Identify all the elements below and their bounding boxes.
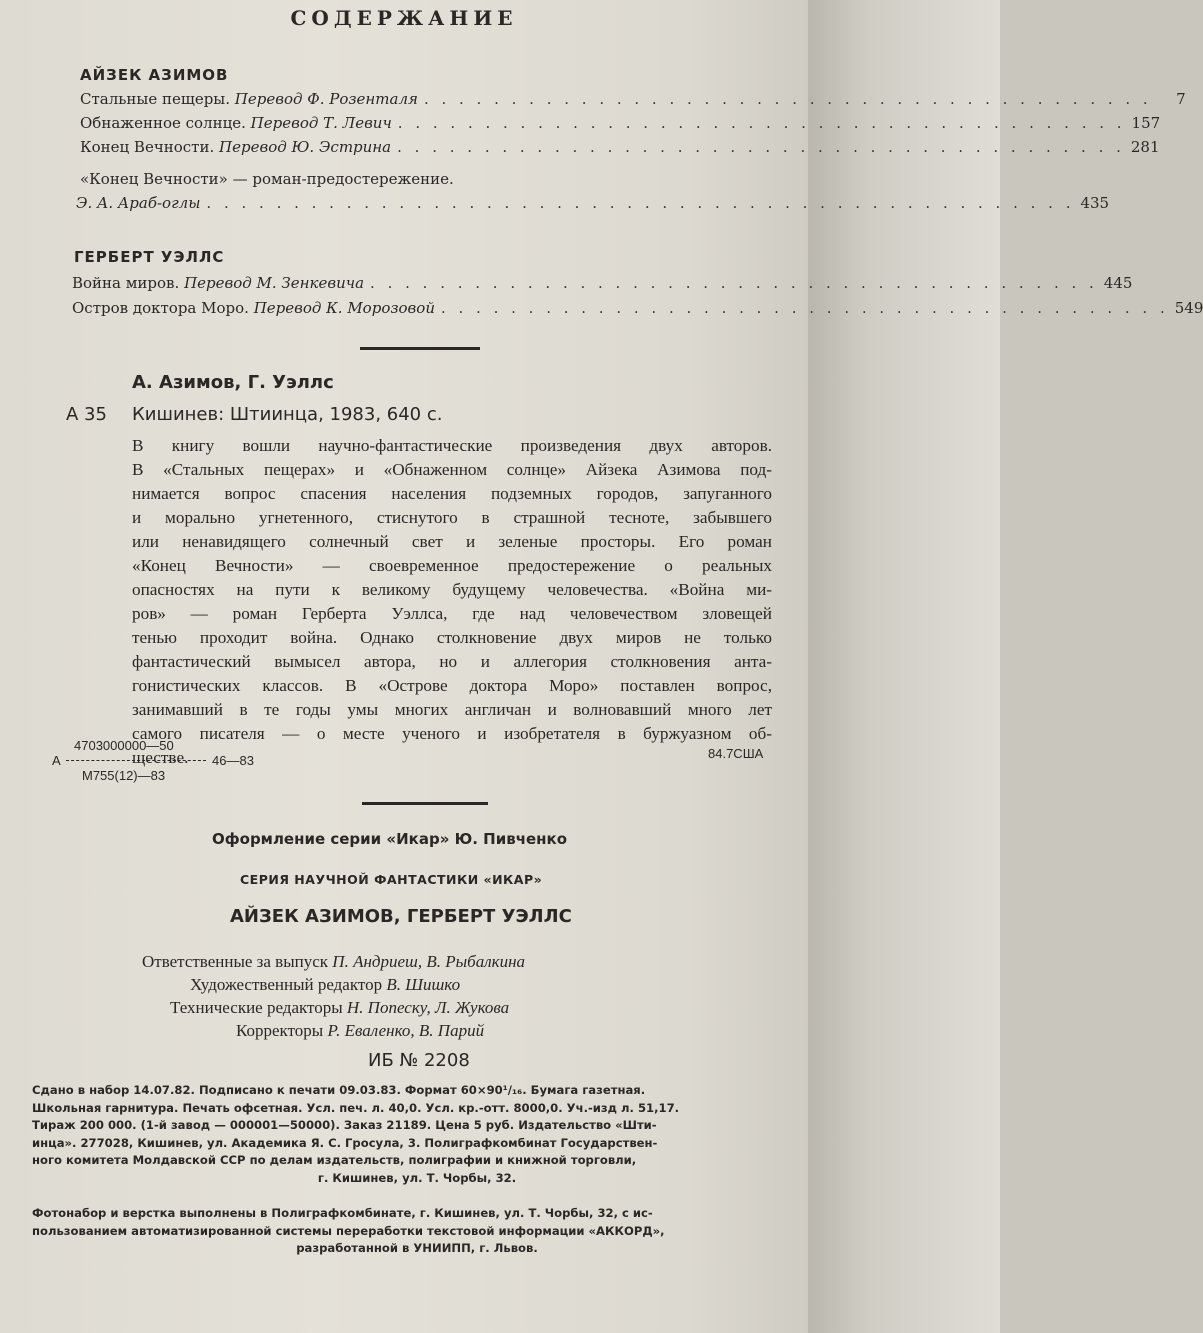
abstract-line: самого писателя — о месте ученого и изобретателя в буржуазном об- [132, 724, 772, 743]
abstract-line: или ненавидящего солнечный свет и зеленые просторы. Его роман [132, 532, 772, 551]
bib-code-bottom: М755(12)—83 [82, 768, 166, 783]
credit-line [170, 998, 509, 1018]
toc-page-number: 7 [1176, 90, 1186, 108]
abstract-line: В книгу вошли научно-фантастические произведения двух авторов. [132, 436, 772, 455]
typesetting-line: Фотонабор и верстка выполнены в Полиграфкомбинате, г. Кишинев, ул. Т. Чорбы, 32, с ис- [32, 1206, 653, 1220]
imprint-line: инца». 277028, Кишинев, ул. Академика Я. С. Гросула, 3. Полиграфкомбинат Государствен- [32, 1135, 658, 1150]
credit-names: В. Шишко [386, 975, 461, 994]
bib-authors: А. Азимов, Г. Уэллс [132, 372, 334, 393]
bib-bbk: 84.7США [708, 746, 764, 761]
toc-page-number: 435 [1080, 194, 1110, 212]
toc-page-number: 445 [1103, 274, 1133, 292]
section-divider [362, 802, 488, 805]
abstract-line: занимавший в те годы умы многих англичан и волновавший много лет [132, 700, 772, 719]
credit-role: Ответственные за выпуск [142, 952, 329, 971]
toc-entry-title: Война миров. [72, 274, 180, 292]
abstract-line: ров» — роман Герберта Уэллса, где над человечеством зловещей [132, 604, 772, 623]
toc-leader-dots: . . . . . . . . . . . . . . . . . . . . . . . . . . . . . . . . . . . . . . . . . . [423, 90, 1152, 108]
credit-role: Художественный редактор [190, 975, 383, 994]
credit-line [236, 1021, 484, 1041]
toc-leader-dots: . . . . . . . . . . . . . . . . . . . . . . . . . . . . . . . . . . . . . . . . . . [397, 114, 1126, 132]
typesetting-line: пользованием автоматизированной системы переработки текстовой информации «АККОРД», [32, 1223, 665, 1238]
abstract-line: нимается вопрос спасения населения подземных городов, запуганного [132, 484, 772, 503]
credit-line [190, 975, 460, 995]
toc-author-wells: ГЕРБЕРТ УЭЛЛС [74, 248, 225, 266]
bib-abstract [132, 434, 772, 770]
typesetting-note [32, 1205, 802, 1258]
ib-number: ИБ № 2208 [368, 1050, 470, 1071]
imprint-line: г. Кишинев, ул. Т. Чорбы, 32. [317, 1170, 517, 1185]
abstract-line: фантастический вымысел автора, но и аллегория столкновения анта- [132, 652, 772, 671]
toc-entry [72, 274, 1133, 292]
imprint-line: Сдано в набор 14.07.82. Подписано к печати 09.03.83. Формат 60×90¹/₁₆. Бумага газетная. [32, 1083, 646, 1097]
credit-names: Р. Еваленко, В. Парий [327, 1021, 485, 1040]
abstract-line: опасностях на пути к великому будущему человечества. «Война ми- [132, 580, 772, 599]
toc-leader-dots: . . . . . . . . . . . . . . . . . . . . . . . . . . . . . . . . . . . . . . . . . . [440, 299, 1169, 317]
credit-line [142, 952, 525, 972]
series-name: СЕРИЯ НАУЧНОЙ ФАНТАСТИКИ «ИКАР» [240, 872, 543, 887]
abstract-line: «Конец Вечности» — своевременное предостережение о реальных [132, 556, 772, 575]
toc-entry [80, 138, 1160, 156]
abstract-line: гонистических классов. В «Острове доктора Моро» поставлен вопрос, [132, 676, 772, 695]
credit-names: Н. Попеску, Л. Жукова [346, 998, 510, 1017]
toc-entry [76, 194, 1110, 212]
toc-entry-translator: Перевод К. Морозовой [253, 299, 435, 317]
toc-essay-title: «Конец Вечности» — роман-предостережение. [80, 170, 454, 188]
toc-leader-dots: . . . . . . . . . . . . . . . . . . . . . . . . . . . . . . . . . . . . . . . . . . . . . . . . . . [206, 194, 1075, 212]
credit-role: Технические редакторы [170, 998, 343, 1017]
toc-entry-translator: Перевод Ю. Эстрина [219, 138, 392, 156]
bib-code-mid: 46—83 [212, 753, 254, 768]
imprint-block [32, 1082, 802, 1187]
bib-code-top: 4703000000—50 [74, 738, 174, 753]
toc-entry-title: Остров доктора Моро. [72, 299, 249, 317]
toc-essay-author: Э. А. Араб-оглы [76, 194, 201, 212]
toc-author-asimov: АЙЗЕК АЗИМОВ [80, 66, 229, 84]
toc-entry-title: Стальные пещеры. [80, 90, 230, 108]
toc-entry-translator: Перевод М. Зенкевича [184, 274, 365, 292]
section-divider [360, 347, 480, 350]
toc-page-number: 281 [1130, 138, 1160, 156]
toc-entry [80, 114, 1161, 132]
toc-entry-translator: Перевод Т. Левич [250, 114, 392, 132]
bib-code-letter: А [52, 753, 61, 768]
toc-title: СОДЕРЖАНИЕ [290, 6, 518, 30]
bib-code-dashes [66, 760, 206, 761]
credit-names: П. Андриеш, В. Рыбалкина [332, 952, 525, 971]
abstract-line: и морально угнетенного, стиснутого в страшной тесноте, забывшего [132, 508, 772, 527]
abstract-line: тенью проходит война. Однако столкновение двух миров не только [132, 628, 772, 647]
toc-page-number: 157 [1131, 114, 1161, 132]
toc-entry-title: Обнаженное солнце. [80, 114, 246, 132]
toc-entry-title: Конец Вечности. [80, 138, 215, 156]
toc-entry [72, 299, 1203, 317]
bib-index-code: А 35 [66, 404, 107, 425]
imprint-line: ного комитета Молдавской ССР по делам издательств, полиграфии и книжной торговли, [32, 1153, 637, 1167]
credit-role: Корректоры [236, 1021, 324, 1040]
imprint-line: Тираж 200 000. (1-й завод — 000001—50000). Заказ 21189. Цена 5 руб. Издательство «Шти- [32, 1118, 657, 1132]
typesetting-line: разработанной в УНИИПП, г. Львов. [296, 1241, 538, 1255]
abstract-line: В «Стальных пещерах» и «Обнаженном солнце» Айзека Азимова под- [132, 460, 772, 479]
toc-leader-dots: . . . . . . . . . . . . . . . . . . . . . . . . . . . . . . . . . . . . . . . . . . [397, 138, 1125, 156]
toc-entry [80, 90, 1186, 108]
abstract-line: ществе. [132, 748, 189, 767]
imprint-line: Школьная гарнитура. Печать офсетная. Усл. печ. л. 40,0. Усл. кр.-отт. 8000,0. Уч.-изд л. 51,17. [32, 1100, 680, 1115]
bib-publication: Кишинев: Штиинца, 1983, 640 с. [132, 404, 443, 425]
toc-page-number: 549 [1174, 299, 1203, 317]
series-design-credit: Оформление серии «Икар» Ю. Пивченко [212, 830, 568, 848]
colophon-authors: АЙЗЕК АЗИМОВ, ГЕРБЕРТ УЭЛЛС [230, 906, 572, 927]
toc-entry-translator: Перевод Ф. Розенталя [234, 90, 418, 108]
toc-leader-dots: . . . . . . . . . . . . . . . . . . . . . . . . . . . . . . . . . . . . . . . . . . [370, 274, 1098, 292]
